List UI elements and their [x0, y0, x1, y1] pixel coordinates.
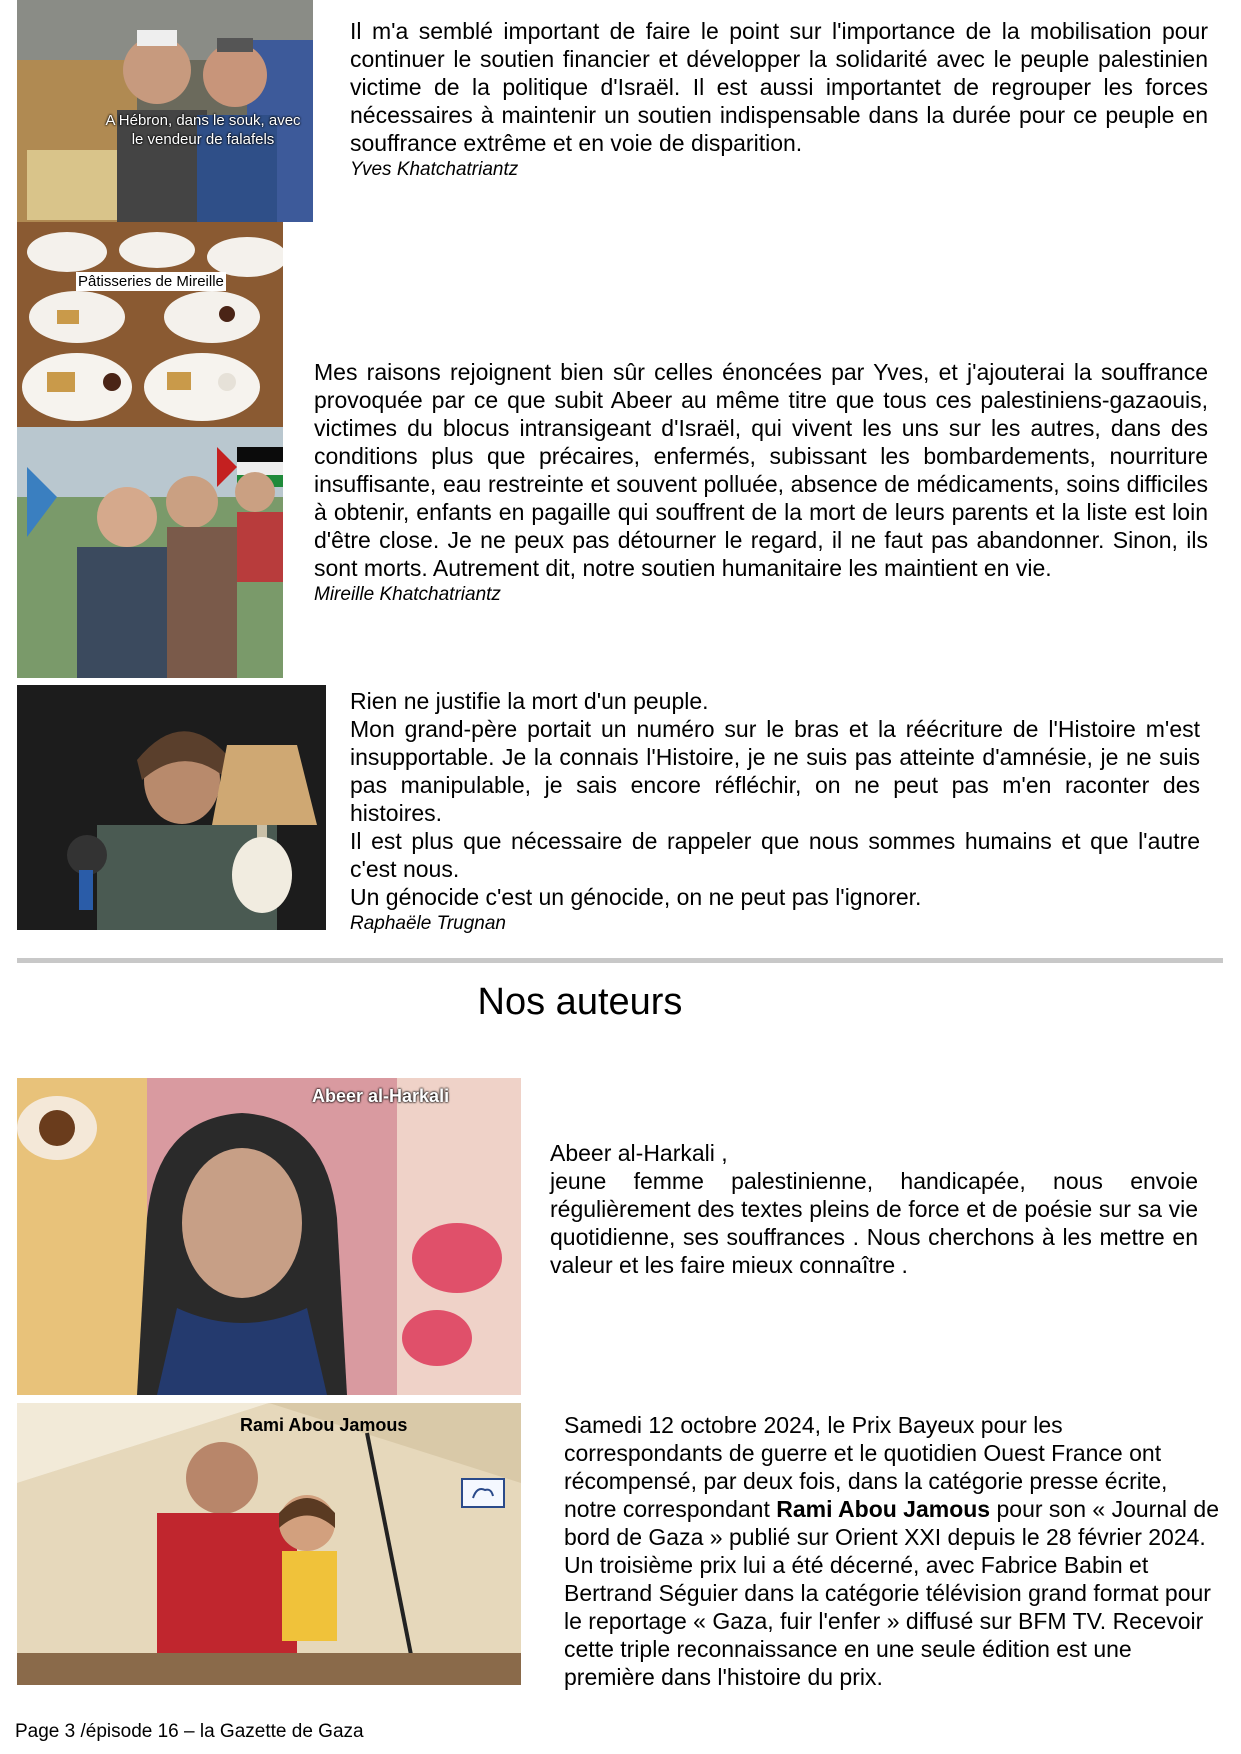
photo-demonstration [17, 427, 283, 678]
authors-heading: Nos auteurs [477, 981, 683, 1023]
section-divider [17, 958, 1223, 963]
signature-raphaele: Raphaële Trugnan [350, 913, 506, 934]
testimony-raphaele-line2: Mon grand-père portait un numéro sur le bras et la réécriture de l'Histoire m'est insupportable. Je la connais l'Histoire, je ne suis pas atteinte d'amnésie, je ne suis pas manipulable, je sais encore réfléchir, on ne peut pas m'en raconter des histoires. [350, 716, 1200, 826]
author-rami-name: Rami Abou Jamous [776, 1496, 991, 1522]
author-rami-text [564, 1411, 1219, 1691]
author-rami-text-after: pour son « Journal de bord de Gaza » publié sur Orient XXI depuis le 28 février 2024. Un troisième prix lui a été décerné, avec Fabrice Babin et Bertrand Séguier dans la catégorie télévision grand format pour le reportage « Gaza, fuir l'enfer » diffusé sur BFM TV. Recevoir cette triple reconnaissance en une seule édition est une première dans l'histoire du prix. [564, 1496, 1219, 1690]
photo-hebron-caption: A Hébron, dans le souk, avec le vendeur de falafels [105, 112, 301, 148]
testimony-raphaele-line1: Rien ne justifie la mort d'un peuple. [350, 688, 709, 714]
photo-rami-caption: Rami Abou Jamous [240, 1415, 408, 1435]
testimony-yves-text: Il m'a semblé important de faire le point sur l'importance de la mobilisation pour continuer le soutien financier et développer la solidarité avec le peuple palestinien victime de la politique d'Israël. Il est aussi importantet de regrouper les forces nécessaires à maintenir un soutien indispensable dans la durée pour ce peuple en souffrance extrême et en voie de disparition. [350, 18, 1208, 156]
author-abeer-text: jeune femme palestinienne, handicapée, nous envoie régulièrement des textes pleins de force et de poésie sur sa vie quotidienne, ses souffrances . Nous cherchons à les mettre en valeur et les faire mieux connaître . [550, 1168, 1198, 1278]
signature-mireille: Mireille Khatchatriantz [314, 584, 501, 605]
author-abeer-name: Abeer al-Harkali , [550, 1140, 728, 1166]
testimony-raphaele-line3: Il est plus que nécessaire de rappeler que nous sommes humains et que l'autre c'est nous. [350, 828, 1200, 882]
author-abeer [550, 1139, 1198, 1279]
testimony-raphaele [350, 687, 1200, 935]
photo-abeer [17, 1078, 521, 1395]
testimony-yves [350, 17, 1208, 181]
photo-pastries [17, 222, 283, 427]
photo-abeer-caption: Abeer al-Harkali [312, 1086, 450, 1106]
photo-pastries-caption: Pâtisseries de Mireille [78, 273, 224, 290]
page-footer: Page 3 /épisode 16 – la Gazette de Gaza [15, 1721, 364, 1742]
author-rami-text-before: Samedi 12 octobre 2024, le Prix Bayeux pour les correspondants de guerre et le quotidien Ouest France ont récompensé, par deux fois, dans la catégorie presse écrite, notre correspondant [564, 1412, 1168, 1522]
photo-raphaele [17, 685, 326, 930]
sign-language-icon [461, 1478, 505, 1508]
testimony-mireille-text: Mes raisons rejoignent bien sûr celles énoncées par Yves, et j'ajouterai la souffrance provoquée par ce que subit Abeer au même titre que tous ces palestiniens-gazaouis, victimes du blocus intransigeant d'Israël, qui vivent les uns sur les autres, dans des conditions plus que précaires, enfermés, subissant les bombardements, nourriture insuffisante, eau restreinte et souvent polluée, absence de médicaments, soins difficiles à obtenir, enfants en pagaille qui souffrent de la mort de leurs parents et la liste est loin d'être close. Je ne peux pas détourner le regard, il ne faut pas abandonner. Sinon, ils sont morts. Autrement dit, notre soutien humanitaire les maintient en vie. [314, 359, 1208, 581]
photo-rami [17, 1403, 521, 1685]
testimony-mireille [314, 358, 1208, 606]
author-rami [564, 1411, 1219, 1691]
testimony-raphaele-line4: Un génocide c'est un génocide, on ne peut pas l'ignorer. [350, 884, 922, 910]
signature-yves: Yves Khatchatriantz [350, 159, 519, 180]
